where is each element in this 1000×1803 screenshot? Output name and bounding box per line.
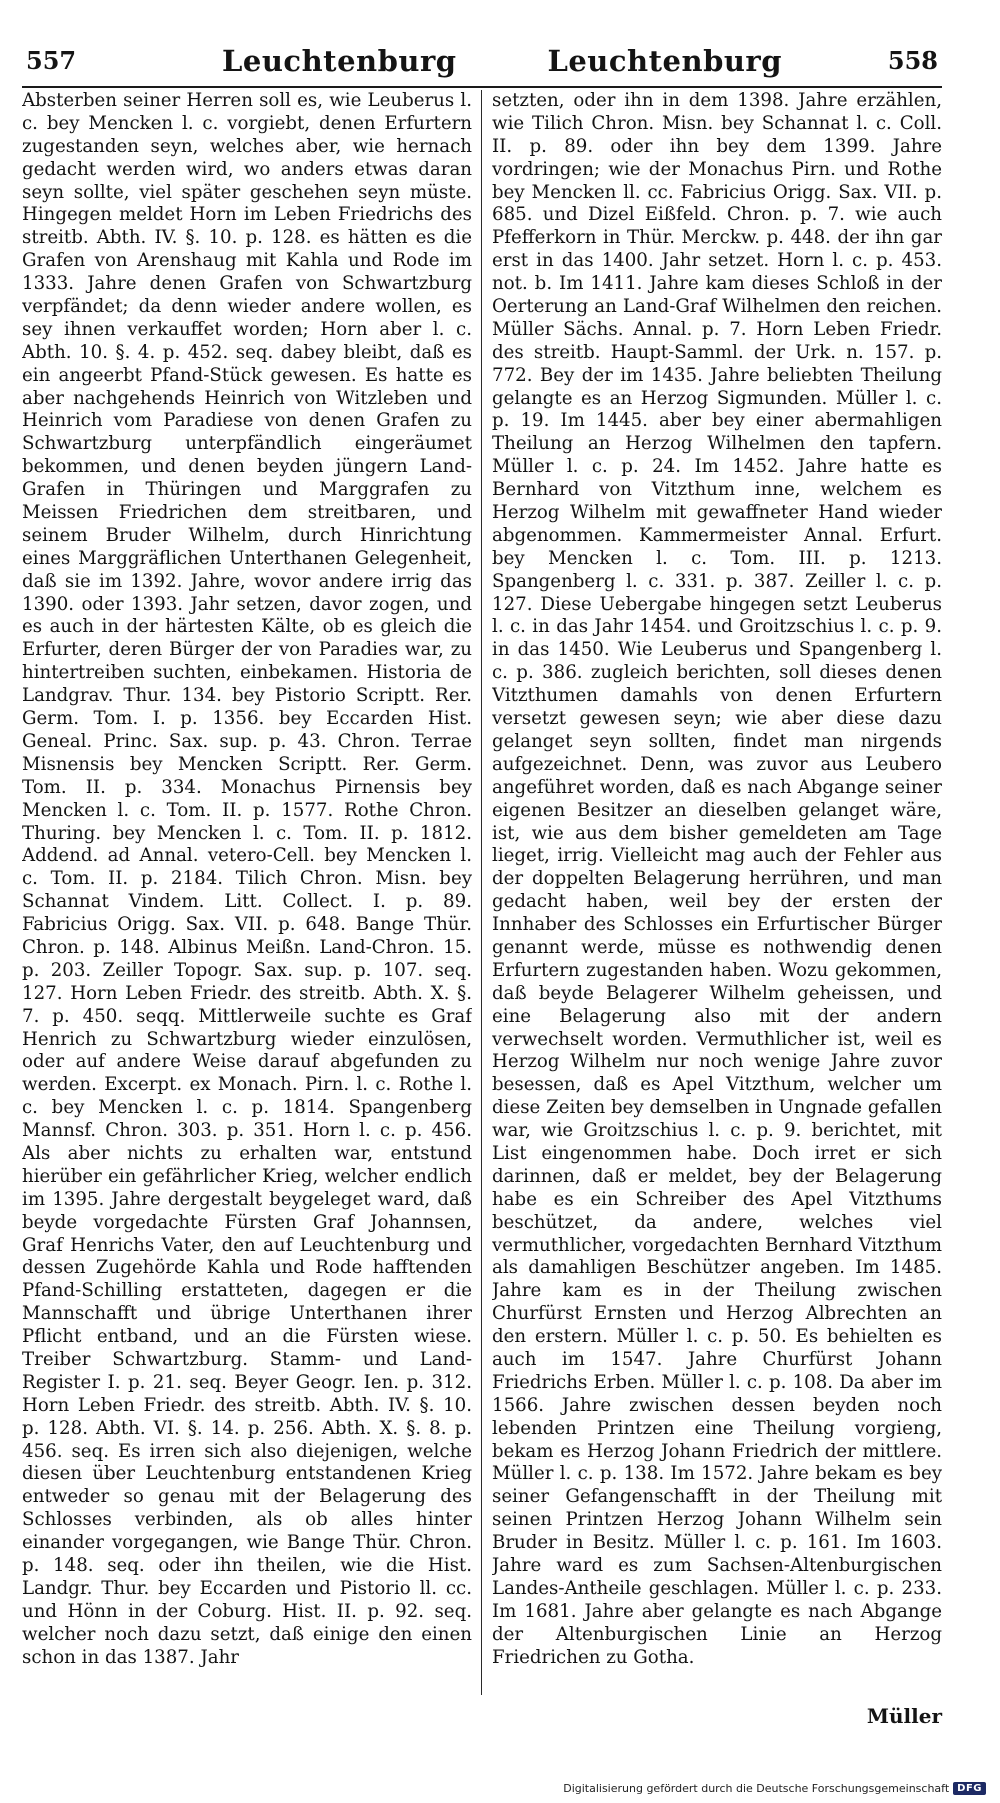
column-divider [481, 90, 482, 1695]
catchword: Müller [866, 1704, 942, 1728]
running-head-left: Leuchtenburg [222, 44, 457, 78]
left-column [22, 90, 472, 1695]
right-column [492, 90, 942, 1695]
page-number-left: 557 [26, 46, 77, 75]
running-header [22, 42, 942, 88]
running-head-right: Leuchtenburg [547, 44, 782, 78]
footer-credit: Digitalisierung gefördert durch die Deutsche Forschungsgemeinschaft [563, 1782, 950, 1795]
left-column-text: Absterben seiner Herren soll es, wie Leuberus l. c. bey Mencken l. c. vorgiebt, denen Erfurtern zugestanden seyn, welches aber, wie hernach gedacht werden wird, wo anders etwas daran seyn sollte, viel später geschehen seyn müste. Hingegen meldet Horn im Leben Friedrichs des streitb. Abth. IV. §. 10. p. 128. es hätten es die Grafen von Arenshaug mit Kahla und Rode im 1333. Jahre denen Grafen von Schwartzburg verpfändet; da denn wieder andere wollen, es sey ihnen verkauffet worden; Horn aber l. c. Abth. 10. §. 4. p. 452. seq. dabey bleibt, daß es ein angeerbt Pfand-Stück gewesen. Es hatte es aber nachgehends Heinrich von Witzleben und Heinrich vom Paradiese von denen Grafen zu Schwartzburg unterpfändlich eingeräumet bekommen, und denen beyden jüngern Land-Grafen in Thüringen und Marggrafen zu Meissen Friedrichen dem streitbaren, und seinem Bruder Wilhelm, durch Hinrichtung eines Marggräflichen Unterthanen Gelegenheit, daß sie im 1392. Jahre, wovor andere irrig das 1390. oder 1393. Jahr setzen, davor zogen, und es auch in der härtesten Kälte, ob es gleich die Erfurter, deren Bürger der von Paradies war, zu hintertreiben suchten, einbekamen. Historia de Landgrav. Thur. 134. bey Pistorio Scriptt. Rer. Germ. Tom. I. p. 1356. bey Eccarden Hist. Geneal. Princ. Sax. sup. p. 43. Chron. Terrae Misnensis bey Mencken Scriptt. Rer. Germ. Tom. II. p. 334. Monachus Pirnensis bey Mencken l. c. Tom. II. p. 1577. Rothe Chron. Thuring. bey Mencken l. c. Tom. II. p. 1812. Addend. ad Annal. vetero-Cell. bey Mencken l. c. Tom. II. p. 2184. Tilich Chron. Misn. bey Schannat Vindem. Litt. Collect. I. p. 89. Fabricius Origg. Sax. VII. p. 648. Bange Thür. Chron. p. 148. Albinus Meißn. Land-Chron. 15. p. 203. Zeiller Topogr. Sax. sup. p. 107. seq. 127. Horn Leben Friedr. des streitb. Abth. X. §. 7. p. 450. seqq. Mittlerweile suchte es Graf Henrich zu Schwartzburg wieder einzulösen, oder auf andere Weise darauf abgefunden zu werden. Excerpt. ex Monach. Pirn. l. c. Rothe l. c. bey Mencken l. c. p. 1814. Spangenberg Mannsf. Chron. 303. p. 351. Horn l. c. p. 456. Als aber nichts zu erhalten war, entstund hierüber ein gefährlicher Krieg, welcher endlich im 1395. Jahre dergestalt beygeleget ward, daß beyde vorgedachte Fürsten Graf Johannsen, Graf Henrichs Vater, den auf Leuchtenburg und dessen Zugehörde Kahla und Rode hafftenden Pfand-Schilling erstatteten, dagegen er die Mannschafft und übrige Unterthanen ihrer Pflicht entband, und an die Fürsten wiese. Treiber Schwartzburg. Stamm- und Land-Register I. p. 21. seq. Beyer Geogr. Ien. p. 312. Horn Leben Friedr. des streitb. Abth. IV. §. 10. p. 128. Abth. VI. §. 14. p. 256. Abth. X. §. 8. p. 456. seq. Es irren sich also diejenigen, welche diesen über Leuchtenburg entstandenen Krieg entweder so genau mit der Belagerung des Schlosses verbinden, als ob alles hinter einander vorgegangen, wie Bange Thür. Chron. p. 148. seq. oder ihn theilen, wie die Hist. Landgr. Thur. bey Eccarden und Pistorio ll. cc. und Hönn in der Coburg. Hist. II. p. 92. seq. welcher noch dazu setzt, daß einige den einen schon in das 1387. Jahr [22, 90, 472, 1668]
page-number-right: 558 [887, 46, 938, 75]
right-column-text: setzten, oder ihn in dem 1398. Jahre erzählen, wie Tilich Chron. Misn. bey Schannat l. c. Coll. II. p. 89. oder ihn bey dem 1399. Jahre vordringen; wie der Monachus Pirn. und Rothe bey Mencken ll. cc. Fabricius Origg. Sax. VII. p. 685. und Dizel Eißfeld. Chron. p. 7. wie auch Pfefferkorn in Thür. Merckw. p. 448. der ihn gar erst in das 1400. Jahr setzet. Horn l. c. p. 453. not. b. Im 1411. Jahre kam dieses Schloß in der Oerterung an Land-Graf Wilhelmen den reichen. Müller Sächs. Annal. p. 7. Horn Leben Friedr. des streitb. Haupt-Samml. der Urk. n. 157. p. 772. Bey der im 1435. Jahre beliebten Theilung gelangte es an Herzog Sigmunden. Müller l. c. p. 19. Im 1445. aber bey einer abermahligen Theilung an Herzog Wilhelmen den tapfern. Müller l. c. p. 24. Im 1452. Jahre hatte es Bernhard von Vitzthum inne, welchem es Herzog Wilhelm mit gewaffneter Hand wieder abgenommen. Kammermeister Annal. Erfurt. bey Mencken l. c. Tom. III. p. 1213. Spangenberg l. c. 331. p. 387. Zeiller l. c. p. 127. Diese Uebergabe hingegen setzt Leuberus l. c. in das Jahr 1454. und Groitzschius l. c. p. 9. in das 1450. Wie Leuberus und Spangenberg l. c. p. 386. zugleich berichten, soll dieses denen Vitzthumen damahls von denen Erfurtern versetzt gewesen seyn; wie aber diese dazu gelanget seyn sollten, findet man nirgends aufgezeichnet. Denn, was zuvor aus Leubero angeführet worden, daß es nach Abgange seiner eigenen Besitzer an dieselben gelanget wäre, ist, wie aus dem bisher gemeldeten am Tage lieget, irrig. Vielleicht mag auch der Fehler aus der doppelten Belagerung herrühren, und man gedacht haben, weil bey der ersten der Innhaber des Schlosses ein Erfurtischer Bürger genannt werde, müsse es nothwendig denen Erfurtern zugestanden haben. Wozu gekommen, daß beyde Belagerer Wilhelm geheissen, und eine Belagerung also mit der andern verwechselt worden. Vermuthlicher ist, weil es Herzog Wilhelm nur noch wenige Jahre zuvor besessen, daß es Apel Vitzthum, welcher um diese Zeiten bey demselben in Ungnade gefallen war, wie Groitzschius l. c. p. 9. berichtet, mit List eingenommen habe. Doch irret er sich darinnen, daß er meldet, bey der Belagerung habe es ein Schreiber des Apel Vitzthums beschützet, da andere, welches viel vermuthlicher, vorgedachten Bernhard Vitzthum als damahligen Beschützer angeben. Im 1485. Jahre kam es in der Theilung zwischen Churfürst Ernsten und Herzog Albrechten an den erstern. Müller l. c. p. 50. Es behielten es auch im 1547. Jahre Churfürst Johann Friedrichs Erben. Müller l. c. p. 108. Da aber im 1566. Jahre zwischen dessen beyden noch lebenden Printzen eine Theilung vorgieng, bekam es Herzog Johann Friedrich der mittlere. Müller l. c. p. 138. Im 1572. Jahre bekam es bey seiner Gefangenschafft in der Theilung mit seinen Printzen Herzog Johann Wilhelm sein Bruder in Besitz. Müller l. c. p. 161. Im 1603. Jahre ward es zum Sachsen-Altenburgischen Landes-Antheile geschlagen. Müller l. c. p. 233. Im 1681. Jahre aber gelangte es nach Abgange der Altenburgischen Linie an Herzog Friedrichen zu Gotha. [492, 90, 942, 1668]
dfg-logo-icon: DFG [953, 1782, 986, 1795]
digitization-footer [563, 1782, 986, 1795]
